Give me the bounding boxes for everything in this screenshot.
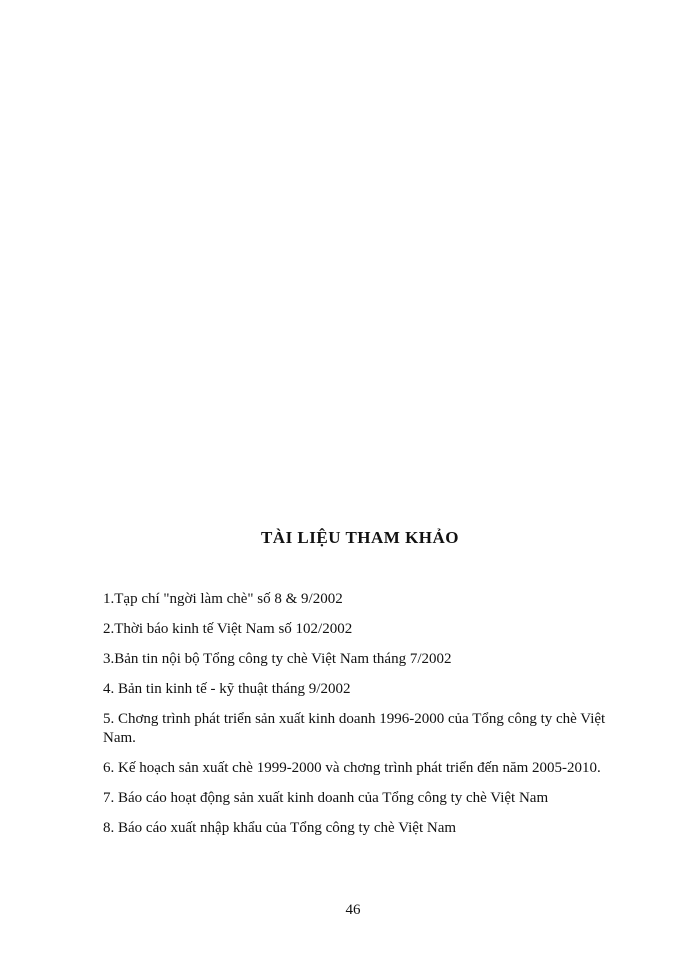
reference-item: 4. Bản tin kinh tế - kỹ thuật tháng 9/2002 [103, 681, 351, 697]
reference-item: 3.Bản tin nội bộ Tổng công ty chè Việt Nam tháng 7/2002 [103, 651, 452, 667]
references-list [103, 590, 623, 849]
reference-item: 1.Tạp chí "ngời làm chè" số 8 & 9/2002 [103, 591, 343, 607]
reference-item: 5. Chơng trình phát triển sản xuất kinh doanh 1996-2000 của Tổng công ty chè Việt Nam. [103, 711, 606, 746]
reference-item: 8. Báo cáo xuất nhập khẩu của Tổng công ty chè Việt Nam [103, 820, 457, 836]
reference-item: 2.Thời báo kinh tế Việt Nam số 102/2002 [103, 621, 353, 637]
page-number: 46 [345, 902, 361, 918]
reference-item: 7. Báo cáo hoạt động sản xuất kinh doanh của Tổng công ty chè Việt Nam [103, 790, 549, 806]
references-heading: TÀI LIỆU THAM KHẢO [260, 528, 460, 547]
reference-item: 6. Kế hoạch sản xuất chè 1999-2000 và chơng trình phát triển đến năm 2005-2010. [103, 760, 601, 776]
